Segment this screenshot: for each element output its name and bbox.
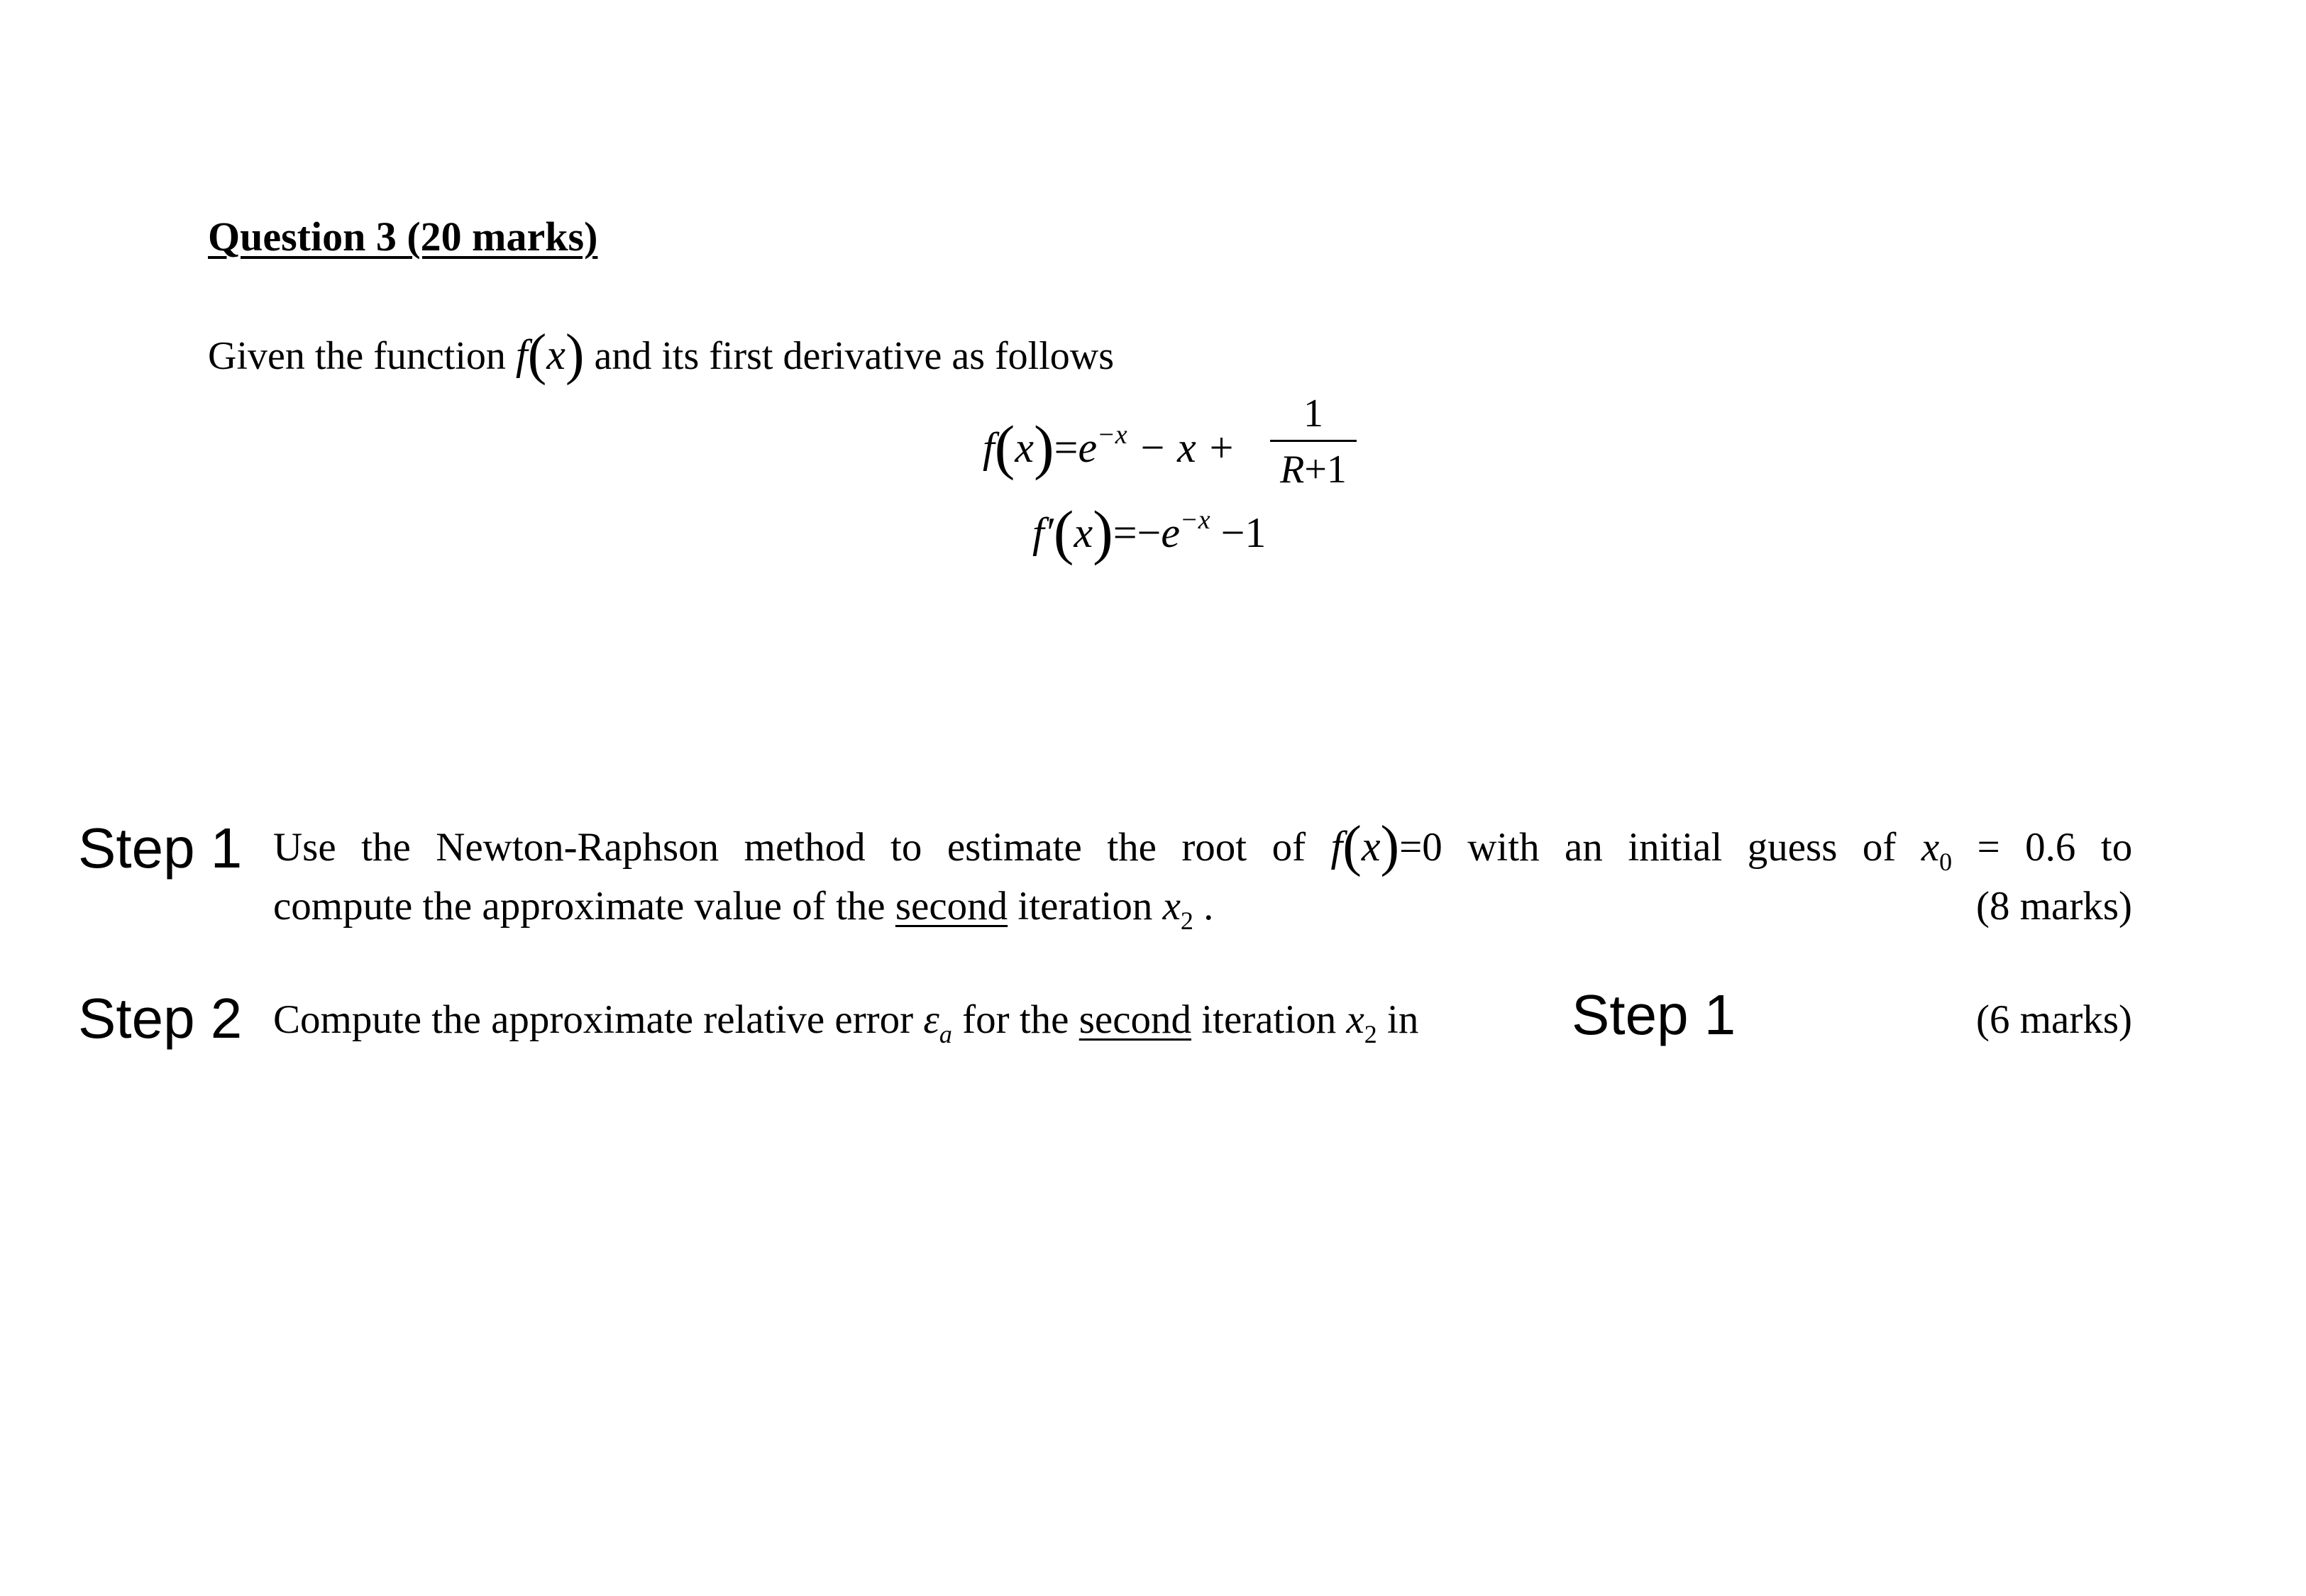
eq-f-base: e	[1078, 424, 1098, 471]
step1-func: f	[1330, 823, 1343, 870]
step1-line2-after: iteration	[1008, 884, 1163, 929]
eq-f-func: f	[983, 424, 995, 471]
intro-before: Given the function	[208, 334, 506, 378]
word: with	[1467, 825, 1540, 870]
x2-var: x	[1162, 884, 1181, 929]
eq-f-exponent: −x	[1097, 420, 1127, 450]
step2-underlined-word: second	[1078, 997, 1192, 1042]
step1-line1	[273, 814, 2132, 879]
word: to	[2100, 825, 2133, 870]
eq-fp-rest: −1	[1210, 509, 1267, 556]
question-heading: Question 3 (20 marks)	[208, 214, 598, 260]
step1-underlined-word: second	[895, 884, 1008, 929]
word: an	[1565, 825, 1603, 870]
x0-subscript: 0	[1939, 848, 1953, 876]
step2-text-in: in	[1377, 997, 1419, 1042]
step2-label: Step 2	[78, 987, 243, 1050]
intro-after: and its first derivative as follows	[594, 334, 1114, 378]
step2-text-before: Compute the approximate relative error	[273, 997, 924, 1042]
x0-value: = 0.6	[1977, 825, 2076, 870]
eq-fp-equals: =−	[1113, 509, 1162, 556]
word: Use	[273, 825, 336, 870]
word: method	[744, 825, 866, 870]
step1-line2-before: compute the approximate value of the	[273, 884, 895, 929]
eq-fp-var: x	[1074, 509, 1093, 556]
fraction-numerator: 1	[1303, 392, 1323, 436]
eq-f-equals: =	[1054, 424, 1078, 471]
eq-fp-func: f′	[1032, 509, 1054, 556]
word: of	[1862, 825, 1897, 870]
intro-variable: x	[546, 331, 566, 378]
eq-fp-exponent: −x	[1180, 505, 1210, 535]
equation-f: $f(x)=e^{-x} - x$ +	[983, 413, 1236, 481]
word: initial	[1628, 825, 1723, 870]
fx-equals-zero: f(x)=0	[1330, 815, 1442, 877]
word: guess	[1747, 825, 1838, 870]
intro-text: Given the function f(x) and its first derivative as follows	[208, 323, 1114, 386]
step2-reference-label: Step 1	[1572, 983, 1736, 1046]
step2-text-after: iteration	[1191, 997, 1347, 1042]
step1-line2	[273, 883, 1214, 935]
word: the	[361, 825, 411, 870]
epsilon-symbol: ε	[923, 997, 939, 1042]
eq-f-var: x	[1015, 424, 1034, 471]
x2-subscript: 2	[1364, 1020, 1377, 1048]
word: to	[890, 825, 922, 870]
fraction-bar	[1270, 440, 1357, 442]
epsilon-subscript: a	[939, 1020, 952, 1048]
eq-f-rest: − x +	[1127, 424, 1236, 471]
fraction-den-rest: +1	[1304, 448, 1347, 492]
x2-var: x	[1346, 997, 1364, 1042]
word: estimate	[947, 825, 1082, 870]
word: root	[1181, 825, 1247, 870]
fraction-denominator	[1270, 446, 1357, 493]
equation-f-fraction	[1270, 390, 1357, 493]
step2-text	[273, 997, 1419, 1048]
step2-marks: (6 marks)	[1975, 997, 2132, 1042]
x2-subscript: 2	[1180, 907, 1193, 935]
word: of	[1271, 825, 1306, 870]
step1-eq-zero: =0	[1399, 825, 1442, 870]
x0-expression	[1921, 825, 2076, 876]
word: the	[1107, 825, 1157, 870]
step1-label: Step 1	[78, 816, 243, 880]
intro-function-symbol: f	[515, 331, 528, 378]
equation-fprime: $f'(x)=-e^{-x} -1$	[1032, 498, 1267, 566]
x0-var: x	[1921, 825, 1940, 870]
fraction-den-var: R	[1280, 448, 1305, 492]
step1-marks: (8 marks)	[1975, 884, 2132, 929]
word: Newton-Raphson	[436, 825, 719, 870]
step1-line2-end: .	[1193, 884, 1214, 929]
eq-fp-base: e	[1161, 509, 1181, 556]
step2-text-mid: for the	[951, 997, 1079, 1042]
step1-var: x	[1361, 823, 1381, 870]
